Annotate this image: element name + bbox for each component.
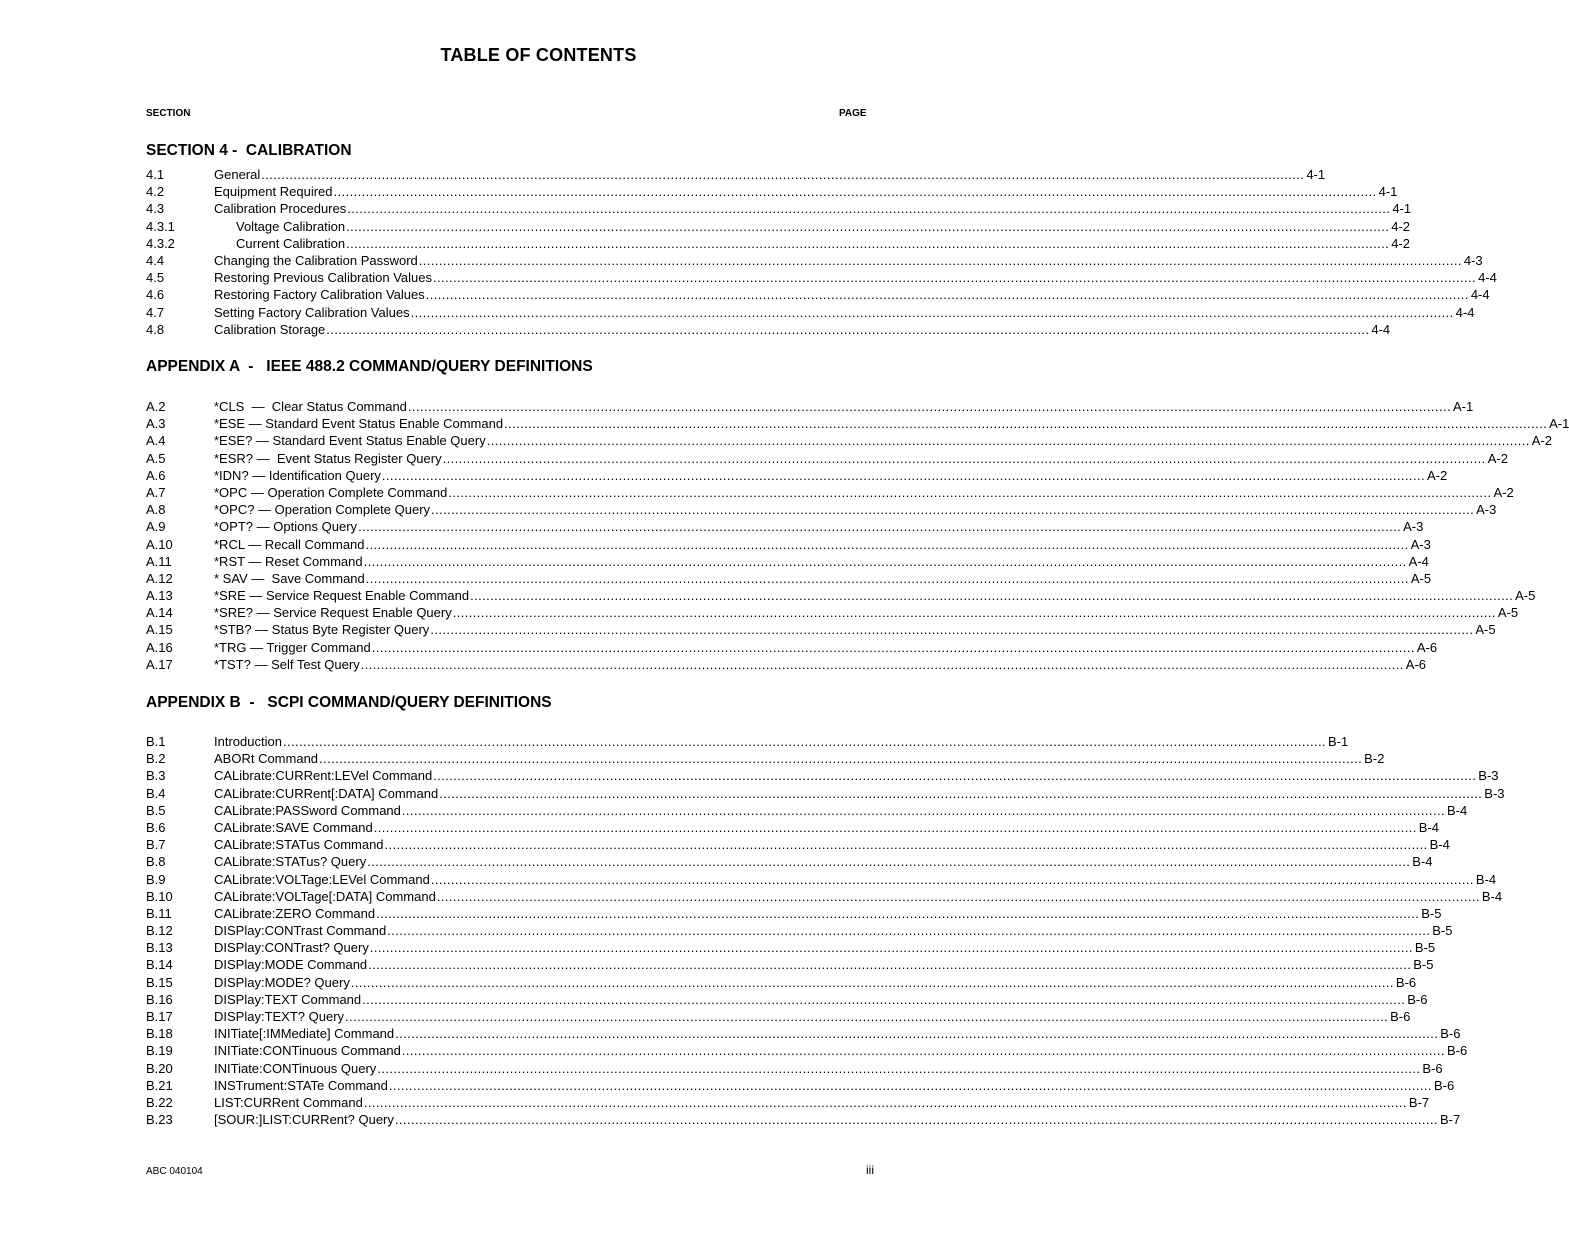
toc-entry[interactable]	[146, 183, 1398, 200]
toc-entry-title: CALibrate:ZERO Command	[214, 905, 376, 921]
toc-entry-number: A.10	[146, 536, 173, 552]
toc-entry-number: B.9	[146, 871, 166, 887]
dot-leader: ....................................................................................................................................................................................................................................................................	[504, 416, 1548, 432]
dot-leader: ....................................................................................................................................................................................................................................................................	[371, 639, 1415, 655]
toc-entry-page: A-5	[1475, 622, 1496, 638]
toc-entry-title: DISPlay:TEXT Command	[214, 991, 362, 1007]
toc-entry-page: B-6	[1440, 1026, 1461, 1042]
toc-entry[interactable]	[146, 991, 1428, 1008]
appendix-b-heading: APPENDIX B - SCPI COMMAND/QUERY DEFINITIONS	[146, 694, 552, 711]
toc-entry-page: A-5	[1410, 570, 1432, 586]
toc-entry-number: A.9	[146, 519, 166, 535]
toc-entry-number: B.1	[146, 734, 166, 749]
toc-entry[interactable]	[146, 269, 1497, 286]
toc-entry-page: 4-1	[1392, 201, 1412, 217]
toc-entry-title: *OPC — Operation Complete Command	[214, 484, 448, 500]
toc-entry-page: A-5	[1515, 588, 1536, 604]
toc-entry[interactable]	[146, 802, 1468, 819]
toc-entry-title: CALibrate:SAVE Command	[214, 819, 373, 835]
dot-leader: ....................................................................................................................................................................................................................................................................	[373, 819, 1417, 835]
toc-entry-number: A.11	[146, 553, 172, 569]
toc-entry-title: CALibrate:VOLTage[:DATA] Command	[214, 888, 436, 904]
footer-page-number: iii	[866, 1163, 874, 1177]
toc-entry-title: *STB? — Status Byte Register Query	[214, 622, 430, 638]
toc-entry-number: 4.6	[146, 287, 165, 303]
toc-entry-number: 4.8	[146, 321, 165, 337]
toc-entry-page: B-1	[1328, 734, 1349, 749]
toc-entry-number: 4.1	[146, 167, 165, 182]
toc-entry[interactable]	[146, 304, 1475, 321]
toc-entry[interactable]	[146, 484, 1514, 501]
toc-entry-page: B-5	[1414, 940, 1436, 956]
toc-entry-title: Calibration Storage	[214, 321, 326, 337]
toc-entry-title: Calibration Procedures	[214, 201, 347, 217]
appendix-a-toc-list	[146, 398, 1569, 673]
toc-entry-page: B-4	[1475, 871, 1497, 887]
toc-entry-number: B.23	[146, 1112, 173, 1128]
footer-document-id: ABC 040104	[146, 1166, 203, 1177]
toc-entry-number: B.21	[146, 1077, 173, 1093]
toc-entry-title: *ESE? — Standard Event Status Enable Query	[214, 433, 486, 449]
toc-entry-page: B-6	[1407, 991, 1428, 1007]
toc-entry-title: CALibrate:STATus? Query	[214, 854, 367, 870]
toc-entry[interactable]	[146, 639, 1438, 656]
dot-leader: ....................................................................................................................................................................................................................................................................	[333, 184, 1377, 200]
toc-entry[interactable]	[146, 621, 1496, 638]
toc-entry-title: LIST:CURRent Command	[214, 1094, 363, 1110]
toc-entry-title: INITiate:CONTinuous Command	[214, 1043, 401, 1059]
appendix-a-heading: APPENDIX A - IEEE 488.2 COMMAND/QUERY DEFINITIONS	[146, 358, 593, 375]
toc-entry-number: B.3	[146, 768, 166, 784]
toc-entry-title: * SAV — Save Command	[214, 570, 365, 586]
toc-entry-number: A.17	[146, 656, 173, 672]
toc-entry-page: A-3	[1410, 536, 1431, 552]
toc-entry[interactable]	[146, 956, 1434, 973]
toc-entry[interactable]	[146, 853, 1433, 870]
dot-leader: ....................................................................................................................................................................................................................................................................	[394, 1112, 1438, 1128]
toc-entry[interactable]	[146, 1025, 1461, 1042]
toc-entry[interactable]	[146, 905, 1442, 922]
toc-entry-title: *TST? — Self Test Query	[214, 656, 360, 672]
dot-leader: ....................................................................................................................................................................................................................................................................	[436, 888, 1480, 904]
dot-leader: ....................................................................................................................................................................................................................................................................	[407, 399, 1451, 414]
toc-entry-title: INSTrument:STATe Command	[214, 1077, 388, 1093]
toc-entry-title: CALibrate:PASSword Command	[214, 802, 401, 818]
toc-entry-page: B-6	[1390, 1009, 1411, 1024]
toc-entry[interactable]	[146, 432, 1553, 449]
toc-entry-page: A-3	[1403, 519, 1424, 535]
dot-leader: ....................................................................................................................................................................................................................................................................	[363, 1094, 1407, 1110]
toc-entry-number: B.16	[146, 991, 173, 1007]
toc-entry-page: A-5	[1497, 605, 1519, 621]
dot-leader: ....................................................................................................................................................................................................................................................................	[326, 321, 1370, 337]
toc-entry-page: B-4	[1412, 854, 1433, 870]
dot-leader: ....................................................................................................................................................................................................................................................................	[367, 854, 1411, 870]
toc-entry-number: B.20	[146, 1060, 173, 1076]
toc-entry[interactable]	[146, 252, 1483, 269]
toc-entry-title: Restoring Factory Calibration Values	[214, 287, 425, 303]
toc-entry-title: Changing the Calibration Password	[214, 252, 418, 268]
toc-entry[interactable]	[146, 467, 1448, 484]
toc-entry-title: Restoring Previous Calibration Values	[214, 270, 432, 286]
toc-entry-title: *IDN? — Identification Query	[214, 467, 381, 483]
toc-entry-number: A.6	[146, 467, 166, 483]
toc-entry[interactable]	[146, 767, 1499, 784]
toc-entry-page: A-1	[1452, 399, 1474, 414]
dot-leader: ....................................................................................................................................................................................................................................................................	[346, 218, 1390, 234]
toc-entry-title: CALibrate:CURRent[:DATA] Command	[214, 785, 439, 801]
toc-entry-page: B-7	[1408, 1094, 1430, 1110]
page-title: TABLE OF CONTENTS	[440, 45, 637, 65]
toc-entry[interactable]	[146, 939, 1436, 956]
toc-entry-number: B.22	[146, 1094, 173, 1110]
toc-entry-title: *RST — Reset Command	[214, 553, 363, 569]
toc-entry-title: *ESR? — Event Status Register Query	[214, 450, 442, 466]
toc-entry-page: B-5	[1421, 905, 1442, 921]
toc-entry-page: A-2	[1531, 433, 1553, 449]
toc-entry-page: B-6	[1433, 1077, 1455, 1093]
toc-entry-number: A.13	[146, 588, 173, 604]
toc-entry-title: Current Calibration	[236, 235, 346, 251]
dot-leader: ....................................................................................................................................................................................................................................................................	[345, 1009, 1389, 1024]
dot-leader: ....................................................................................................................................................................................................................................................................	[395, 1026, 1439, 1042]
toc-entry-page: B-6	[1395, 974, 1417, 990]
toc-entry[interactable]	[146, 501, 1497, 518]
toc-entry[interactable]	[146, 819, 1440, 836]
toc-entry-title: DISPlay:TEXT? Query	[214, 1009, 345, 1024]
toc-entry-number: B.2	[146, 751, 166, 767]
toc-entry-title: CALibrate:VOLTage:LEVel Command	[214, 871, 430, 887]
toc-entry-page: A-1	[1549, 416, 1569, 432]
toc-entry-number: 4.3	[146, 201, 165, 217]
toc-entry-title: *SRE? — Service Request Enable Query	[214, 605, 452, 621]
toc-entry[interactable]	[146, 1042, 1468, 1059]
toc-entry-number: 4.2	[146, 184, 165, 200]
dot-leader: ....................................................................................................................................................................................................................................................................	[401, 1043, 1445, 1059]
toc-entry[interactable]	[146, 321, 1391, 338]
dot-leader: ....................................................................................................................................................................................................................................................................	[470, 588, 1514, 604]
dot-leader: ....................................................................................................................................................................................................................................................................	[425, 287, 1469, 303]
toc-entry-number: B.17	[146, 1009, 173, 1024]
dot-leader: ....................................................................................................................................................................................................................................................................	[387, 923, 1431, 939]
dot-leader: ....................................................................................................................................................................................................................................................................	[346, 235, 1390, 251]
toc-entry[interactable]	[146, 166, 1326, 183]
toc-entry-title: DISPlay:CONTrast Command	[214, 923, 387, 939]
toc-entry-number: B.10	[146, 888, 173, 904]
toc-entry-number: A.14	[146, 605, 173, 621]
toc-entry-title: [SOUR:]LIST:CURRent? Query	[214, 1112, 394, 1128]
toc-entry-number: B.13	[146, 940, 173, 956]
toc-entry-number: B.12	[146, 923, 173, 939]
toc-entry-page: B-5	[1413, 957, 1434, 973]
toc-entry-number: A.16	[146, 639, 173, 655]
toc-entry-title: *ESE — Standard Event Status Enable Command	[214, 416, 504, 432]
toc-entry-page: 4-1	[1306, 167, 1326, 182]
toc-entry-page: A-2	[1426, 467, 1448, 483]
toc-entry-title: ABORt Command	[214, 751, 319, 767]
toc-entry[interactable]	[146, 450, 1508, 467]
toc-entry[interactable]	[146, 733, 1349, 750]
dot-leader: ....................................................................................................................................................................................................................................................................	[365, 570, 1409, 586]
toc-entry[interactable]	[146, 1077, 1455, 1094]
dot-leader: ....................................................................................................................................................................................................................................................................	[362, 991, 1406, 1007]
toc-entry[interactable]	[146, 1111, 1461, 1128]
toc-entry-page: B-3	[1478, 768, 1499, 784]
dot-leader: ....................................................................................................................................................................................................................................................................	[358, 519, 1402, 535]
toc-entry-title: *TRG — Trigger Command	[214, 639, 371, 655]
dot-leader: ....................................................................................................................................................................................................................................................................	[430, 622, 1474, 638]
dot-leader: ....................................................................................................................................................................................................................................................................	[388, 1077, 1432, 1093]
dot-leader: ....................................................................................................................................................................................................................................................................	[377, 1060, 1421, 1076]
toc-entry-number: B.15	[146, 974, 173, 990]
toc-entry-page: 4-4	[1371, 321, 1391, 337]
toc-entry[interactable]	[146, 553, 1429, 570]
toc-entry[interactable]	[146, 922, 1453, 939]
dot-leader: ....................................................................................................................................................................................................................................................................	[376, 905, 1420, 921]
toc-entry-title: Setting Factory Calibration Values	[214, 304, 410, 320]
dot-leader: ....................................................................................................................................................................................................................................................................	[432, 270, 1477, 286]
toc-entry[interactable]	[146, 286, 1490, 303]
toc-entry-page: B-4	[1446, 802, 1468, 818]
section-4-heading: SECTION 4 - CALIBRATION	[146, 142, 352, 159]
toc-entry[interactable]	[146, 871, 1497, 888]
dot-leader: ....................................................................................................................................................................................................................................................................	[430, 871, 1474, 887]
toc-entry-page: B-3	[1484, 785, 1505, 801]
toc-entry-page: 4-4	[1455, 304, 1475, 320]
toc-entry-title: DISPlay:MODE Command	[214, 957, 368, 973]
dot-leader: ....................................................................................................................................................................................................................................................................	[431, 502, 1475, 518]
toc-entry-title: CALibrate:CURRent:LEVel Command	[214, 768, 433, 784]
toc-entry-title: Voltage Calibration	[236, 218, 346, 234]
toc-entry[interactable]	[146, 570, 1432, 587]
toc-entry[interactable]	[146, 1094, 1430, 1111]
section-column-header: SECTION	[146, 108, 191, 119]
toc-entry-title: CALibrate:STATus Command	[214, 837, 384, 853]
toc-entry-page: A-2	[1493, 484, 1514, 500]
dot-leader: ....................................................................................................................................................................................................................................................................	[433, 768, 1477, 784]
toc-entry[interactable]	[146, 200, 1412, 217]
toc-entry-number: A.7	[146, 484, 166, 500]
dot-leader: ....................................................................................................................................................................................................................................................................	[401, 802, 1445, 818]
toc-entry-title: General	[214, 167, 261, 182]
dot-leader: ....................................................................................................................................................................................................................................................................	[282, 734, 1327, 749]
toc-entry-title: INITiate[:IMMediate] Command	[214, 1026, 395, 1042]
toc-entry-number: B.18	[146, 1026, 173, 1042]
toc-entry-title: Equipment Required	[214, 184, 333, 200]
toc-entry-title: *RCL — Recall Command	[214, 536, 365, 552]
toc-entry-number: B.4	[146, 785, 166, 801]
toc-entry-page: B-2	[1364, 751, 1385, 767]
dot-leader: ....................................................................................................................................................................................................................................................................	[442, 450, 1486, 466]
appendix-b-toc-list	[146, 733, 1505, 1128]
dot-leader: ....................................................................................................................................................................................................................................................................	[350, 974, 1394, 990]
toc-entry-number: 4.3.1	[146, 218, 175, 234]
dot-leader: ....................................................................................................................................................................................................................................................................	[410, 304, 1454, 320]
toc-entry-page: 4-1	[1378, 184, 1398, 200]
toc-entry-number: B.5	[146, 802, 166, 818]
toc-entry-title: *CLS — Clear Status Command	[214, 399, 407, 414]
toc-entry[interactable]	[146, 1060, 1443, 1077]
dot-leader: ....................................................................................................................................................................................................................................................................	[369, 940, 1413, 956]
dot-leader: ....................................................................................................................................................................................................................................................................	[418, 252, 1462, 268]
toc-entry-number: A.8	[146, 502, 166, 518]
page-column-header: PAGE	[839, 108, 867, 119]
toc-entry-number: B.8	[146, 854, 166, 870]
toc-entry[interactable]	[146, 656, 1427, 673]
dot-leader: ....................................................................................................................................................................................................................................................................	[439, 785, 1483, 801]
toc-entry-number: B.19	[146, 1043, 173, 1059]
toc-entry-page: B-5	[1432, 923, 1453, 939]
toc-entry[interactable]	[146, 974, 1417, 991]
toc-entry-page: 4-4	[1478, 270, 1497, 286]
dot-leader: ....................................................................................................................................................................................................................................................................	[448, 484, 1492, 500]
toc-entry-page: 4-2	[1391, 235, 1410, 251]
toc-entry-title: DISPlay:CONTrast? Query	[214, 940, 369, 956]
toc-entry-page: 4-3	[1463, 252, 1483, 268]
toc-entry[interactable]	[146, 587, 1536, 604]
toc-entry[interactable]	[146, 604, 1519, 621]
toc-entry-title: *OPT? — Options Query	[214, 519, 358, 535]
dot-leader: ....................................................................................................................................................................................................................................................................	[363, 553, 1407, 569]
dot-leader: ....................................................................................................................................................................................................................................................................	[452, 605, 1496, 621]
toc-entry-number: B.11	[146, 905, 172, 921]
dot-leader: ....................................................................................................................................................................................................................................................................	[319, 751, 1363, 767]
toc-entry-number: A.15	[146, 622, 173, 638]
toc-entry-title: Introduction	[214, 734, 282, 749]
toc-entry-number: A.2	[146, 399, 166, 414]
toc-entry[interactable]	[146, 750, 1385, 767]
toc-entry-number: B.7	[146, 837, 166, 853]
toc-entry-number: B.14	[146, 957, 173, 973]
dot-leader: ....................................................................................................................................................................................................................................................................	[261, 167, 1305, 182]
toc-entry[interactable]	[146, 398, 1474, 415]
dot-leader: ....................................................................................................................................................................................................................................................................	[368, 957, 1412, 973]
dot-leader: ....................................................................................................................................................................................................................................................................	[381, 467, 1425, 483]
toc-entry-number: A.3	[146, 416, 166, 432]
toc-entry[interactable]	[146, 415, 1569, 432]
toc-entry-page: A-6	[1405, 656, 1427, 672]
toc-entry-number: A.4	[146, 433, 166, 449]
toc-entry-page: B-6	[1422, 1060, 1443, 1076]
dot-leader: ....................................................................................................................................................................................................................................................................	[360, 656, 1404, 672]
toc-entry-page: A-3	[1476, 502, 1497, 518]
dot-leader: ....................................................................................................................................................................................................................................................................	[384, 837, 1428, 853]
toc-entry[interactable]	[146, 888, 1503, 905]
toc-entry-page: 4-2	[1391, 218, 1411, 234]
toc-entry-title: DISPlay:MODE? Query	[214, 974, 350, 990]
toc-entry[interactable]	[146, 518, 1424, 535]
toc-entry-page: B-6	[1446, 1043, 1468, 1059]
toc-entry-title: INITiate:CONTinuous Query	[214, 1060, 377, 1076]
toc-entry-number: 4.5	[146, 270, 165, 286]
toc-entry-page: A-4	[1408, 553, 1429, 569]
section-4-toc-list	[146, 166, 1497, 338]
toc-entry-title: *OPC? — Operation Complete Query	[214, 502, 431, 518]
toc-entry-number: 4.3.2	[146, 235, 175, 251]
dot-leader: ....................................................................................................................................................................................................................................................................	[347, 201, 1391, 217]
dot-leader: ....................................................................................................................................................................................................................................................................	[365, 536, 1409, 552]
toc-entry-page: 4-4	[1470, 287, 1490, 303]
dot-leader: ....................................................................................................................................................................................................................................................................	[486, 433, 1530, 449]
toc-entry-number: B.6	[146, 819, 166, 835]
toc-entry[interactable]	[146, 536, 1431, 553]
toc-entry-number: 4.4	[146, 252, 165, 268]
toc-entry-page: B-4	[1429, 837, 1450, 853]
toc-entry[interactable]	[146, 1008, 1411, 1025]
toc-entry-number: A.12	[146, 570, 173, 586]
toc-entry-number: 4.7	[146, 304, 165, 320]
toc-entry-page: A-6	[1416, 639, 1438, 655]
toc-entry[interactable]	[146, 785, 1505, 802]
toc-entry[interactable]	[146, 235, 1410, 252]
toc-entry-number: A.5	[146, 450, 166, 466]
toc-entry-page: B-7	[1439, 1112, 1461, 1128]
toc-entry-title: *SRE — Service Request Enable Command	[214, 588, 470, 604]
toc-entry[interactable]	[146, 836, 1450, 853]
toc-entry-page: A-2	[1487, 450, 1508, 466]
toc-entry-page: B-4	[1481, 888, 1503, 904]
toc-entry[interactable]	[146, 218, 1411, 235]
toc-entry-page: B-4	[1418, 819, 1440, 835]
